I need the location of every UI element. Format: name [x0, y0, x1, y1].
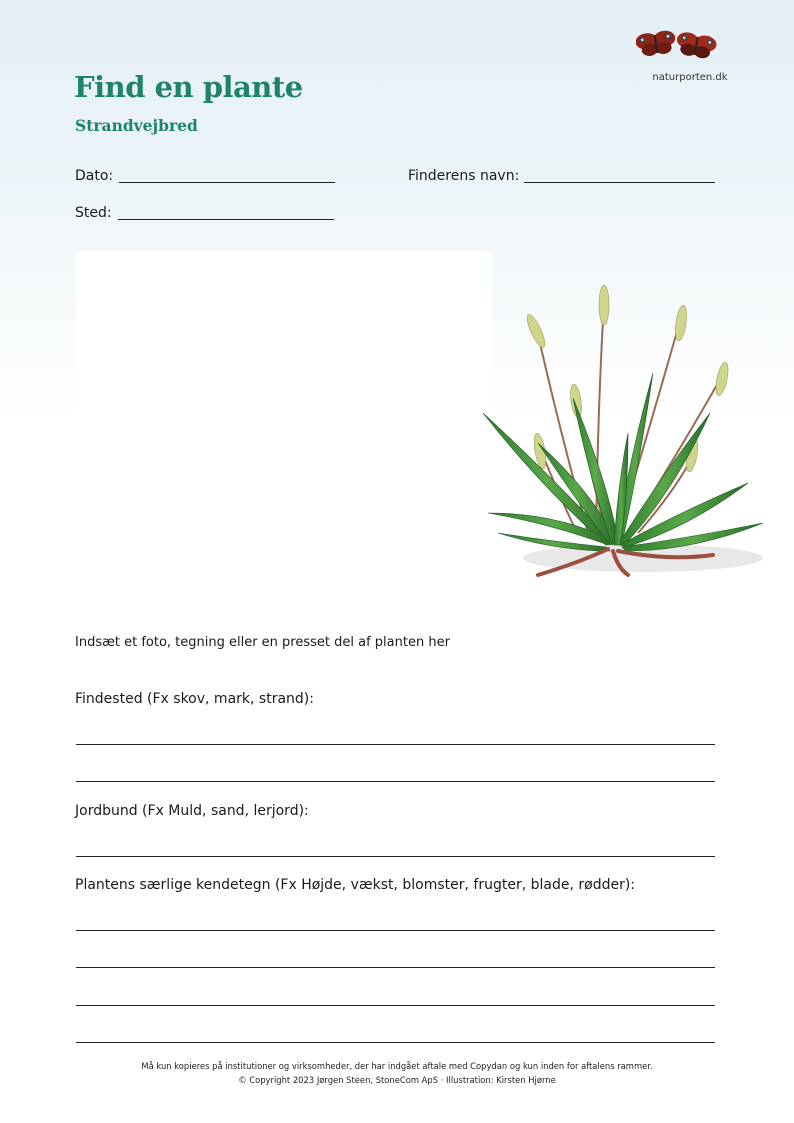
kendetegn-label: Plantens særlige kendetegn (Fx Højde, vækst, blomster, frugter, blade, rødder): [75, 877, 636, 893]
finder-name-line [524, 182, 715, 183]
footer-copy-notice: Må kun kopieres på institutioner og virksomheder, der har indgået aftale med Copydan og kun inden for aftalens rammer. [141, 1061, 653, 1071]
findested-line-1 [76, 744, 715, 745]
jordbund-line-1 [76, 856, 715, 857]
page-title: Find en plante [74, 70, 303, 104]
brand-url: naturporten.dk [652, 72, 728, 83]
photo-placeholder-box [76, 251, 492, 591]
kendetegn-line-1 [76, 930, 715, 931]
kendetegn-line-4 [76, 1042, 715, 1043]
jordbund-label: Jordbund (Fx Muld, sand, lerjord): [75, 803, 309, 819]
photo-hint-text: Indsæt et foto, tegning eller en presset del af planten her [75, 635, 450, 650]
date-line [119, 182, 335, 183]
page-subtitle: Strandvejbred [75, 116, 198, 135]
findested-label: Findested (Fx skov, mark, strand): [75, 691, 314, 707]
footer-copyright: © Copyright 2023 Jørgen Steen, StoneCom ApS · Illustration: Kirsten Hjørne [238, 1075, 556, 1085]
date-label: Dato: [75, 168, 114, 184]
finder-name-label: Finderens navn: [408, 168, 520, 184]
peacock-butterflies-icon [636, 26, 718, 62]
plantago-maritima-illustration [478, 283, 768, 593]
place-label: Sted: [75, 205, 112, 221]
kendetegn-line-2 [76, 967, 715, 968]
findested-line-2 [76, 781, 715, 782]
place-line [118, 219, 334, 220]
kendetegn-line-3 [76, 1005, 715, 1006]
